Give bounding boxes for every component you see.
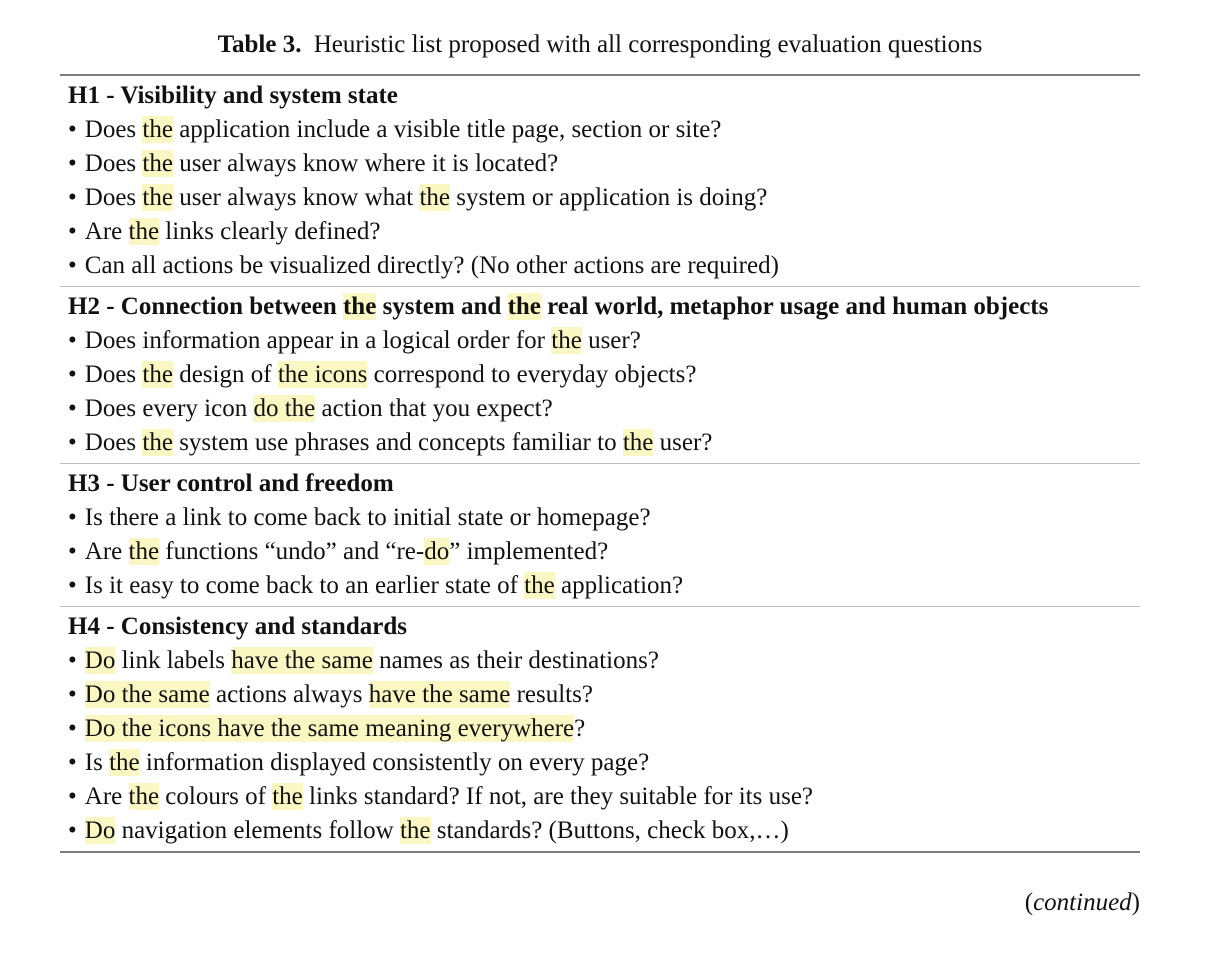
bullet-icon: • (68, 116, 77, 143)
evaluation-question (68, 814, 1140, 848)
question-text: information displayed consistently on every page? (139, 749, 650, 776)
bullet-icon: • (68, 504, 77, 531)
highlighted-text: Do (84, 647, 116, 674)
heuristic-heading (68, 610, 1118, 644)
question-text: ” implemented? (449, 538, 609, 565)
heuristic-section (60, 76, 1140, 286)
bullet-icon: • (68, 327, 77, 354)
highlighted-text: the (419, 184, 450, 211)
highlighted-text: the (142, 361, 173, 388)
question-text: Does information appear in a logical order for (84, 327, 552, 354)
question-text: ? (574, 715, 586, 742)
bullet-icon: • (68, 429, 77, 456)
question-text: links standard? If not, are they suitable for its use? (302, 783, 814, 810)
highlighted-text: Do the same (84, 681, 210, 708)
question-text: action that you expect? (315, 395, 553, 422)
evaluation-question (68, 358, 1140, 392)
question-text: colours of (159, 783, 273, 810)
question-text: Is (84, 749, 110, 776)
question-text: Is there a link to come back to initial state or homepage? (84, 504, 651, 531)
highlighted-text: the (342, 293, 377, 320)
question-text: names as their destinations? (372, 647, 659, 674)
heading-text: H3 - User control and freedom (68, 470, 394, 497)
question-text: application include a visible title page, section or site? (172, 116, 722, 143)
highlighted-text: the (551, 327, 582, 354)
bullet-icon: • (68, 572, 77, 599)
heuristic-section (60, 464, 1140, 606)
evaluation-question (68, 113, 1140, 147)
bullet-icon: • (68, 361, 77, 388)
question-text: system use phrases and concepts familiar to (172, 429, 623, 456)
evaluation-question (68, 392, 1140, 426)
question-text: actions always (209, 681, 369, 708)
heading-text: system and (376, 293, 508, 320)
highlighted-text: have the same (368, 681, 511, 708)
question-text: application? (554, 572, 684, 599)
highlighted-text: the (142, 429, 173, 456)
heuristic-heading (68, 79, 1118, 113)
question-text: user? (581, 327, 641, 354)
question-text: design of (172, 361, 278, 388)
heuristic-section (60, 287, 1140, 463)
bullet-icon: • (68, 715, 77, 742)
heuristic-section (60, 607, 1140, 851)
evaluation-question (68, 324, 1140, 358)
bullet-icon: • (68, 150, 77, 177)
question-text: Does (84, 116, 143, 143)
bullet-icon: • (68, 681, 77, 708)
question-text: Does (84, 429, 143, 456)
evaluation-question (68, 215, 1140, 249)
highlighted-text: do (424, 538, 450, 565)
highlighted-text: the icons (277, 361, 368, 388)
continued-open-paren: ( (1024, 889, 1034, 916)
question-text: Are (84, 538, 129, 565)
bullet-icon: • (68, 749, 77, 776)
question-text: results? (510, 681, 593, 708)
evaluation-question (68, 535, 1140, 569)
question-text: Does (84, 361, 143, 388)
continued-close-paren: ) (1131, 889, 1140, 916)
highlighted-text: the (142, 150, 173, 177)
highlighted-text: the (524, 572, 555, 599)
highlighted-text: have the same (231, 647, 373, 674)
question-text: Are (84, 218, 129, 245)
heading-text: H1 - Visibility and system state (68, 82, 398, 109)
bullet-icon: • (68, 395, 77, 422)
highlighted-text: do the (253, 395, 316, 422)
highlighted-text: the (128, 218, 160, 245)
heading-text: H2 - Connection between (68, 293, 343, 320)
table-body (60, 76, 1140, 851)
evaluation-question (68, 249, 1140, 283)
evaluation-question (68, 644, 1140, 678)
question-text: link labels (115, 647, 232, 674)
heading-text: H4 - Consistency and standards (68, 613, 407, 640)
heuristic-table (60, 74, 1140, 853)
highlighted-text: Do the icons have the same meaning everywhere (84, 715, 575, 742)
question-text: Does (84, 184, 143, 211)
evaluation-question (68, 678, 1140, 712)
table-caption (0, 28, 1200, 62)
question-text: Can all actions be visualized directly? (No other actions are required) (84, 252, 779, 279)
evaluation-question (68, 712, 1140, 746)
question-text: navigation elements follow (115, 817, 400, 844)
question-text: links clearly defined? (159, 218, 381, 245)
table-bottom-rule (60, 851, 1140, 853)
heuristic-heading (68, 290, 1118, 324)
bullet-icon: • (68, 538, 77, 565)
bullet-icon: • (68, 783, 77, 810)
continued-text: continued (1033, 889, 1132, 916)
highlighted-text: the (507, 293, 541, 320)
table-caption-label: Table 3. (217, 31, 302, 58)
highlighted-text: the (272, 783, 303, 810)
bullet-icon: • (68, 184, 77, 211)
question-text: user always know what (172, 184, 420, 211)
question-text: system or application is doing? (449, 184, 768, 211)
continued-note (1025, 886, 1140, 920)
highlighted-text: the (142, 184, 173, 211)
evaluation-question (68, 746, 1140, 780)
evaluation-question (68, 147, 1140, 181)
bullet-icon: • (68, 647, 77, 674)
heuristic-heading (68, 467, 1118, 501)
highlighted-text: the (142, 116, 173, 143)
question-text: user always know where it is located? (172, 150, 559, 177)
question-text: correspond to everyday objects? (367, 361, 697, 388)
evaluation-question (68, 780, 1140, 814)
highlighted-text: the (128, 783, 160, 810)
question-text: functions “undo” and “re- (159, 538, 425, 565)
question-text: Does every icon (84, 395, 254, 422)
question-text: user? (653, 429, 713, 456)
bullet-icon: • (68, 817, 77, 844)
highlighted-text: Do (84, 817, 116, 844)
question-text: Are (84, 783, 129, 810)
evaluation-question (68, 501, 1140, 535)
highlighted-text: the (399, 817, 431, 844)
bullet-icon: • (68, 218, 77, 245)
highlighted-text: the (622, 429, 654, 456)
heading-text: real world, metaphor usage and human objects (540, 293, 1049, 320)
evaluation-question (68, 426, 1140, 460)
evaluation-question (68, 569, 1140, 603)
highlighted-text: the (128, 538, 160, 565)
question-text: Does (84, 150, 143, 177)
table-caption-text: Heuristic list proposed with all corresponding evaluation questions (313, 31, 983, 58)
evaluation-question (68, 181, 1140, 215)
bullet-icon: • (68, 252, 77, 279)
highlighted-text: the (109, 749, 140, 776)
question-text: Is it easy to come back to an earlier state of (84, 572, 525, 599)
question-text: standards? (Buttons, check box,…) (430, 817, 789, 844)
